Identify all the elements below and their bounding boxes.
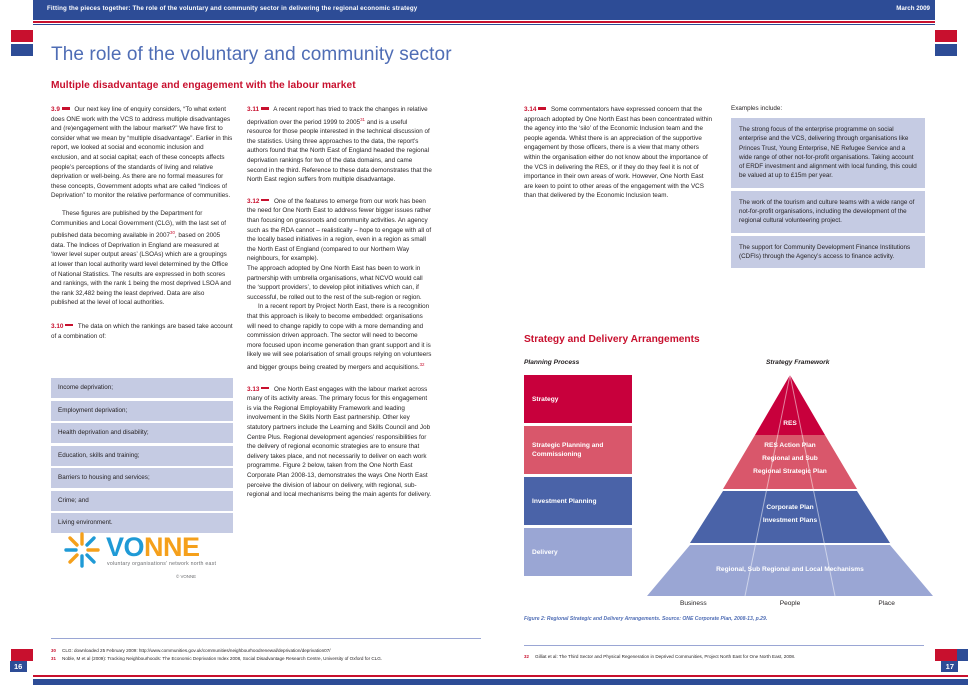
figure-caption: Figure 2: Regional Strategic and Delivery Arrangements. Source: ONE Corporate Plan, 2008-13, p.29. — [524, 616, 768, 622]
paragraph-3-12c-text: In a recent report by Project North East, there is a recognition that this approach is likely to become embedded: organisations will need to change rapidly to cope with a more demanding and commission driven approach. The sector will need to become more focused upon income generation than grant support and it is likely we will see polarisation of small groups relying on volunteers and bigger groups being created by mergers and acquisitions. — [247, 303, 432, 372]
paragraph-dash-3 — [261, 107, 269, 109]
header-rule-red — [33, 21, 968, 23]
spine-mark-blue-top — [11, 44, 33, 56]
paragraph-dash-4 — [261, 199, 269, 201]
paragraph-number-3-12: 3.12 — [247, 197, 260, 205]
strategy-heading: Strategy and Delivery Arrangements — [524, 334, 700, 345]
footnote-text: Gilliat et al: The Third Sector and Physical Regeneration in Deprived Communities, Project North East for One North East, 2008. — [535, 654, 796, 659]
paragraph-3-10-text: The data on which the rankings are based take account of a combination of: — [51, 322, 233, 340]
axis-label-people: People — [779, 600, 801, 607]
spine-mark-blue-top-right — [935, 44, 957, 56]
paragraph-3-13 — [247, 385, 433, 500]
deprivation-list — [51, 378, 233, 536]
pyramid-label-investment-plans: Investment Plans — [762, 517, 818, 524]
vonne-star-icon — [62, 530, 102, 570]
footnote-number: 30 — [51, 648, 56, 653]
paragraph-number-3-14: 3.14 — [524, 106, 537, 113]
list-item: Education, skills and training; — [51, 446, 233, 466]
vonne-logo — [60, 524, 235, 580]
body-column-3 — [524, 105, 712, 209]
vonne-copyright: © VONNE — [176, 574, 197, 579]
spine-mark-red-top — [11, 30, 33, 42]
paragraph-3-14-text: Some commentators have expressed concern that the approach adopted by One North East has been concentrated within the agency into the ‘silo’ of the Economic Inclusion team and the people agenda. Whilst there is an appreciation of the supportive engagement by those officers, there is a view that many others within the organisation either do not know about the importance of the VCS in delivering the RES, or if they do they feel it is not of importance in their own areas of work. However, One North East are keen to point to other areas of the engagement with the VCS than that delivered by the Economic Inclusion team. — [524, 106, 712, 200]
axis-label-business: Business — [679, 600, 707, 607]
footnote-item — [524, 653, 795, 661]
paragraph-3-9b-pre: These figures are published by the Department for Communities and Local Government (CLG), with the last set of published data becoming available in 2007 — [51, 209, 226, 240]
pyramid-label-res-action-2: Regional and Sub — [762, 455, 818, 462]
list-item: Employment deprivation; — [51, 401, 233, 421]
header-rule-blue — [33, 24, 968, 25]
paragraph-dash-2 — [65, 324, 73, 326]
footnote-number: 32 — [524, 654, 529, 659]
process-box-strategy: Strategy — [524, 375, 632, 423]
planning-process-stack — [524, 375, 632, 579]
paragraph-3-12-text: One of the features to emerge from our work has been the need for One North East to address fewer bigger issues rather than focusing on grassroots and community activities. An agency such as the RDA cannot – realistically – hope to engage with all of the locally based initiatives in a region, even in a region as small the North East of England (compared to our Northern Way neighbours, for example). — [247, 197, 432, 263]
paragraph-dash-5 — [261, 387, 269, 389]
process-box-investment-planning: Investment Planning — [524, 477, 632, 525]
running-header — [33, 0, 968, 20]
right-spine — [935, 0, 968, 685]
footnotes-right — [524, 653, 795, 661]
footnote-ref-31[interactable]: 31 — [360, 116, 365, 122]
list-item: Income deprivation; — [51, 378, 233, 398]
paragraph-number-3-11: 3.11 — [247, 106, 260, 113]
footnote-ref-30[interactable]: 30 — [170, 230, 175, 236]
section-heading: Multiple disadvantage and engagement with the labour market — [51, 80, 356, 91]
footnote-ref-32[interactable]: 32 — [419, 361, 425, 367]
axis-label-place: Place — [878, 600, 895, 607]
footnote-divider-left — [51, 638, 481, 639]
pyramid-label-res-action-3: Regional Strategic Plan — [753, 468, 827, 475]
paragraph-dash — [62, 107, 70, 109]
footnote-number: 31 — [51, 655, 56, 661]
pyramid-label-res: RES — [783, 420, 797, 427]
body-column-2 — [247, 105, 433, 508]
paragraph-3-14 — [524, 105, 712, 201]
spine-mark-blue-bottom-right — [957, 649, 968, 661]
spine-mark-red-bottom — [11, 649, 33, 661]
footnote-text: CLG: downloaded 25 February 2009: http://www.communities.gov.uk/communities/neighbourhoodrenewal/deprivation/deprivation07/ — [62, 648, 331, 653]
footer-band-blue — [33, 679, 968, 685]
examples-label: Examples include: — [731, 105, 783, 112]
body-column-1 — [51, 105, 233, 349]
running-header-title: Fitting the pieces together: The role of the voluntary and community sector in delivering the regional economic strategy — [47, 5, 418, 12]
vonne-wordmark — [106, 532, 200, 563]
paragraph-number-3-13: 3.13 — [247, 385, 260, 393]
paragraph-3-10 — [51, 322, 233, 341]
process-box-strategic-planning: Strategic Planning and Commissioning — [524, 426, 632, 474]
paragraph-3-9b — [51, 209, 233, 308]
list-item: Living environment. — [51, 513, 233, 533]
example-box: The strong focus of the enterprise programme on social enterprise and the VCS, delivering through organisations like Princes Trust, Young Enterprise, NE Refugee Service and a wide range of other not-for-profit organisations. Taking account of ERDF investment and alignment with local funding, this could be valued at up to £15m per year. — [731, 118, 925, 188]
paragraph-3-12 — [247, 197, 433, 264]
list-item: Barriers to housing and services; — [51, 468, 233, 488]
page-number-right: 17 — [941, 661, 958, 672]
examples-list — [731, 118, 925, 271]
planning-process-label: Planning Process — [524, 359, 580, 366]
left-spine — [0, 0, 33, 685]
footnote-item — [51, 655, 382, 663]
vonne-tagline: voluntary organisations’ network north east — [107, 561, 217, 567]
footer-rule-red — [33, 675, 968, 677]
page-title: The role of the voluntary and community sector — [51, 44, 452, 65]
vonne-word-part1: VO — [106, 532, 145, 562]
spine-mark-red-top-right — [935, 30, 957, 42]
paragraph-3-9-text: Our next key line of enquiry considers, “To what extent does ONE work with the VCS to address multiple disadvantages and (re)engagement with the labour market?” We have first to consider what we mean by “multiple disadvantage”. Earlier in this report, we looked at social and economic inclusion and exclusion, and at social capital; each of these concepts affects people’s perceptions of the standards of living and relative deprivation or well-being. As there are no formal measures for these concepts, Government adopts what are called “Indices of Deprivation” to monitor the relative performance of communities. — [51, 106, 233, 200]
paragraph-3-9 — [51, 105, 233, 201]
paragraph-3-11 — [247, 105, 433, 185]
footnote-divider-right — [524, 645, 924, 646]
footnotes-left — [51, 647, 382, 662]
running-header-date: March 2009 — [896, 5, 930, 12]
strategy-framework-pyramid — [645, 373, 935, 598]
example-box: The support for Community Development Finance Institutions (CDFIs) through the Agency’s access to finance activity. — [731, 236, 925, 269]
list-item: Crime; and — [51, 491, 233, 511]
process-box-delivery: Delivery — [524, 528, 632, 576]
example-box: The work of the tourism and culture teams with a wide range of not-for-profit organisations, including the development of the regional cultural volunteering project. — [731, 191, 925, 233]
paragraph-3-11-pre: A recent report has tried to track the changes in relative deprivation over the period 1999 to 2005 — [247, 106, 428, 126]
pyramid-axis-labels — [645, 600, 935, 607]
strategy-framework-label: Strategy Framework — [766, 359, 830, 366]
pyramid-label-mechanisms: Regional, Sub Regional and Local Mechanisms — [716, 566, 864, 573]
paragraph-3-11-post: and is a useful resource for those people interested in the technical discussion of the statistics. Using three approaches to the data, the report’s authors found that the North East of England headed the regional deprivation rankings for two of the data domains, and came second in the third. Reference to these data demonstrates that the North East region suffers from multiple disadvantage. — [247, 118, 432, 184]
footnote-text: Noble, M et al (2009): Tracking Neighbourhoods: The Economic Deprivation Index 2008, Social Disadvantage Research Centre, University of Oxford for CLG. — [62, 655, 383, 661]
spine-mark-red-bottom-right — [935, 649, 957, 661]
paragraph-3-12b: The approach adopted by One North East has been to work in partnership with umbrella organisations, what NCVO would call the ‘support providers’, to develop pilot initiatives which can, if successful, be rolled out to the rest of the sub-region or region. — [247, 265, 423, 301]
pyramid-label-res-action-1: RES Action Plan — [764, 442, 816, 449]
paragraph-number-3-9: 3.9 — [51, 106, 60, 113]
footnote-item — [51, 647, 382, 655]
paragraph-3-9b-post: , based on 2005 data. The Indices of Deprivation in England are measured at ‘lower level super output areas’ (LSOAs) which are a groupings at lower than local authority ward level determined by the Office of National Statistics. The results are expressed in both scores and rankings, with the rank 1 being the most deprived LSOA and the rank 32,482 being the least deprived. Data are also published at the level of local authorities. — [51, 232, 231, 307]
paragraph-number-3-10: 3.10 — [51, 322, 64, 330]
vonne-word-part2: NNE — [144, 532, 200, 562]
paragraph-3-13-text: One North East engages with the labour market across many of its activity areas. The primary focus for this engagement is via the Regional Employability Framework and leading involvement in the Skills North East partnership. Other key statutory partners include the Learning and Skills Council and Job Centre Plus. Regional development agencies’ responsibilities for the delivery of regional economic strategies are to ensure that delivery takes place, and not necessarily to deliver on each work programme. Figure 2 below, taken from the One North East Corporate Plan 2008-13, demonstrates the ways One North East perceive the division of labour on delivery, with regional, sub-regional and local mechanisms being the main agents for delivery. — [247, 385, 431, 499]
pyramid-label-corporate-plan: Corporate Plan — [766, 504, 814, 511]
page-number-left: 16 — [10, 661, 27, 672]
paragraph-dash-6 — [538, 107, 546, 109]
list-item: Health deprivation and disability; — [51, 423, 233, 443]
paragraph-3-12c — [247, 302, 433, 372]
